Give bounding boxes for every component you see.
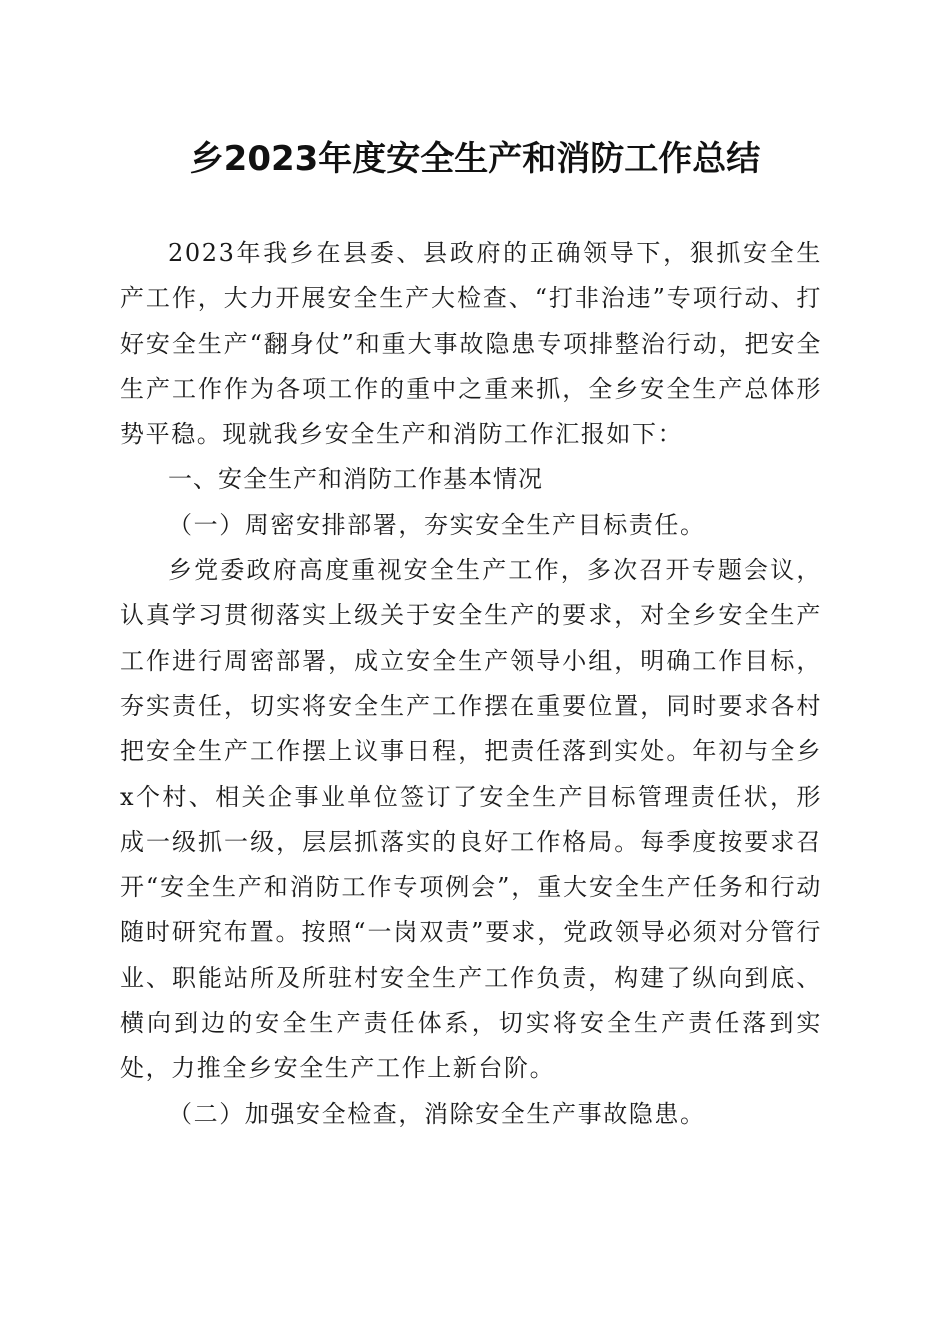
body-paragraph-deployment: 乡党委政府高度重视安全生产工作，多次召开专题会议，认真学习贯彻落实上级关于安全生产的要求，对全乡安全生产工作进行周密部署，成立安全生产领导小组，明确工作目标，夯实责任，切实将安全生产工作摆在重要位置，同时要求各村把安全生产工作摆上议事日程，把责任落到实处。年初与全乡x个村、相关企事业单位签订了安全生产目标管理责任状，形成一级抓一级，层层抓落实的良好工作格局。每季度按要求召开“安全生产和消防工作专项例会”，重大安全生产任务和行动随时研究布置。按照“一岗双责”要求，党政领导必须对分管行业、职能站所及所驻村安全生产工作负责，构建了纵向到底、横向到边的安全生产责任体系，切实将安全生产责任落到实处，力推全乡安全生产工作上新台阶。 (120, 556, 822, 1083)
document-title: 乡2023年度安全生产和消防工作总结 (189, 139, 761, 179)
intro-paragraph: 2023年我乡在县委、县政府的正确领导下，狠抓安全生产工作，大力开展安全生产大检查、“打非治违”专项行动、打好安全生产“翻身仗”和重大事故隐患专项排整治行动，把安全生产工作作为各项工作的重中之重来抓，全乡安全生产总体形势平稳。现就我乡安全生产和消防工作汇报如下： (120, 239, 822, 449)
document-body (120, 231, 822, 1137)
subsection-heading-deployment: （一）周密安排部署，夯实安全生产目标责任。 (168, 510, 706, 539)
section-heading-basic-situation: 一、安全生产和消防工作基本情况 (168, 465, 543, 494)
subsection-heading-inspection: （二）加强安全检查，消除安全生产事故隐患。 (168, 1099, 706, 1128)
